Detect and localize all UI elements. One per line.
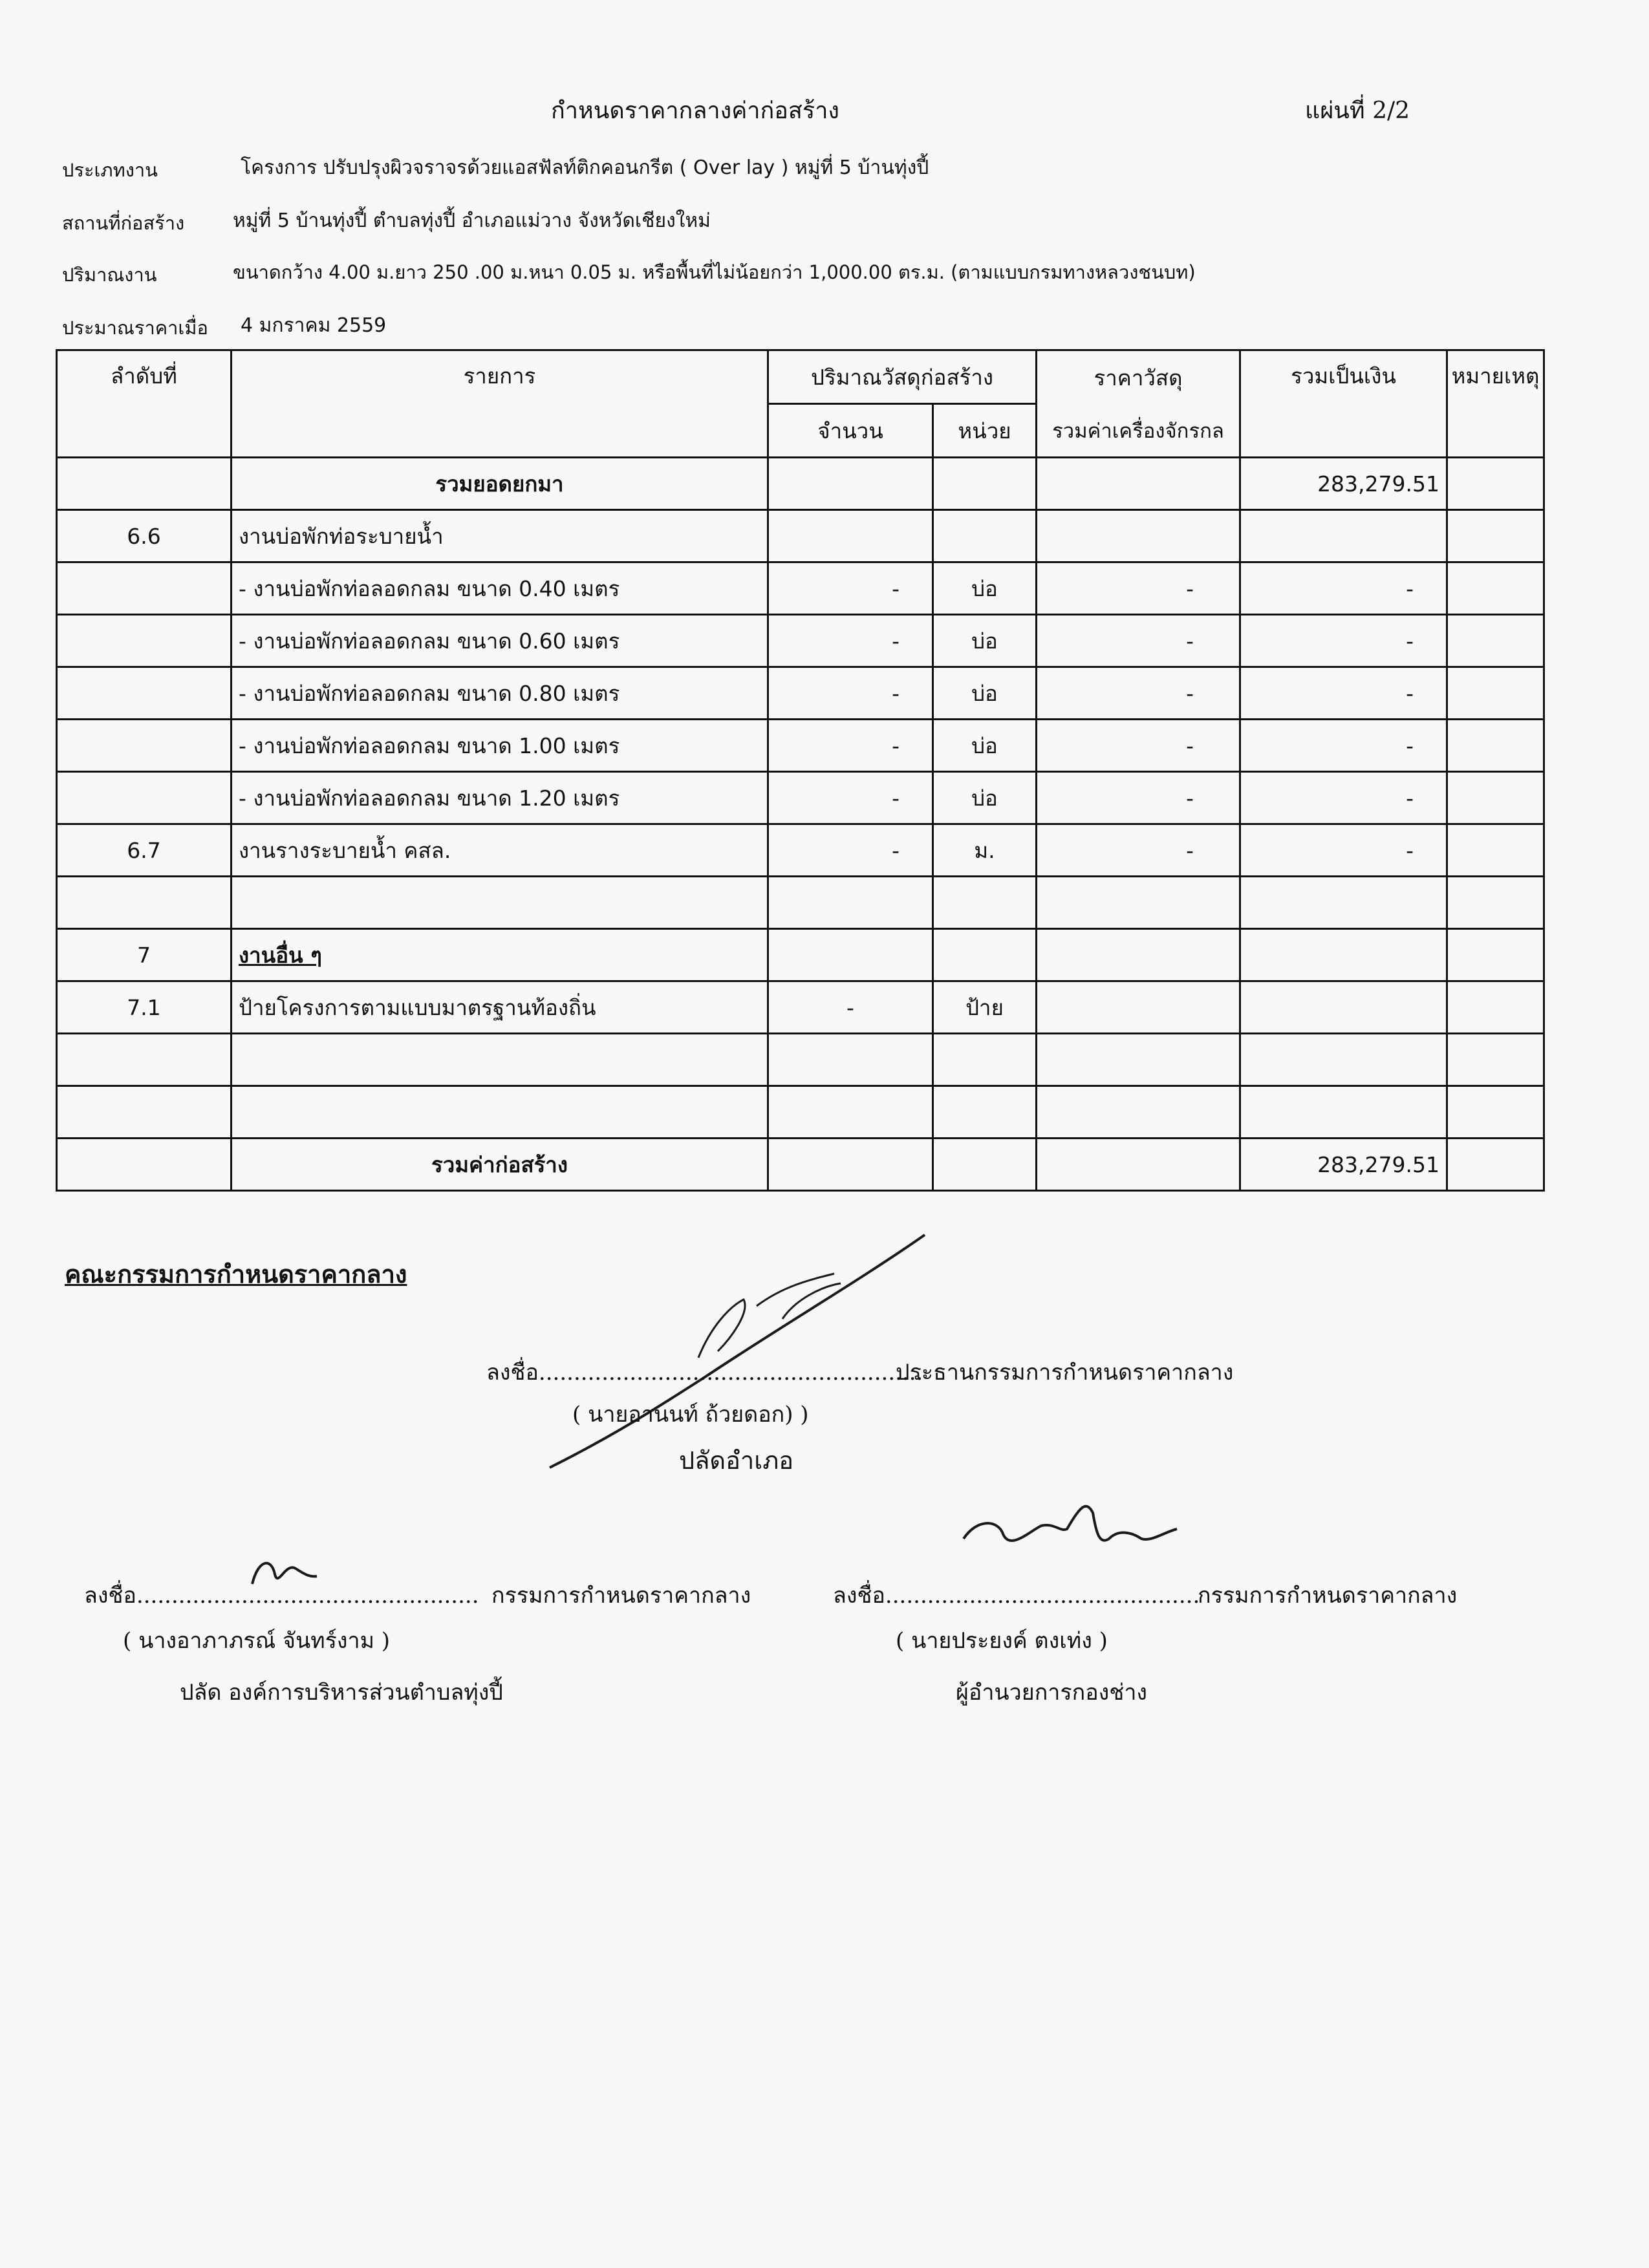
cell-remark (1447, 720, 1544, 772)
chair-role: ประธานกรรมการกำหนดราคากลาง (896, 1360, 1234, 1385)
header-qty: จำนวน (768, 404, 933, 458)
cell-no (57, 1034, 232, 1086)
table-row (57, 562, 1544, 615)
cell-unit (933, 877, 1037, 929)
member2-name: ( นายประยงค์ ตงเท่ง ) (896, 1628, 1108, 1654)
cell-unit: บ่อ (933, 667, 1037, 720)
cell-qty: - (768, 615, 933, 667)
cell-no: 6.6 (57, 510, 232, 562)
estimate-table (56, 349, 1545, 1192)
cell-no (57, 1139, 232, 1191)
chair-name: ( นายอานนท์ ถ้วยดอก) ) (572, 1402, 809, 1428)
member2-sign-line: ลงชื่อ............................................. (833, 1583, 1200, 1609)
project-label: ประเภทงาน (62, 159, 158, 181)
cell-price: - (1037, 667, 1240, 720)
location-value: หมู่ที่ 5 บ้านทุ่งปี้ ตำบลทุ่งปี้ อำเภอแม่วาง จังหวัดเชียงใหม่ (233, 209, 711, 232)
member2-role: กรรมการกำหนดราคากลาง (1198, 1583, 1458, 1609)
header-material-price-line1: ราคาวัสดุ (1094, 365, 1183, 390)
page-title: กำหนดราคากลางค่าก่อสร้าง (550, 98, 840, 124)
cell-price: - (1037, 772, 1240, 824)
header-no: ลำดับที่ (57, 350, 232, 458)
cell-qty: - (768, 720, 933, 772)
cell-no (57, 562, 232, 615)
member1-sign-line: ลงชื่อ................................................. (84, 1583, 479, 1609)
table-row (57, 1086, 1544, 1139)
chair-position: ปลัดอำเภอ (679, 1446, 794, 1475)
member1-name: ( นางอาภาภรณ์ จันทร์งาม ) (123, 1628, 391, 1654)
cell-no (57, 877, 232, 929)
cell-no (57, 1086, 232, 1139)
quantity-label: ปริมาณงาน (62, 264, 157, 286)
header-remark: หมายเหตุ (1447, 350, 1544, 458)
cell-price (1037, 981, 1240, 1034)
member2-position: ผู้อำนวยการกองช่าง (956, 1680, 1148, 1706)
cell-total (1240, 877, 1447, 929)
cell-remark (1447, 510, 1544, 562)
chair-sign-line: ลงชื่อ....................................................... (486, 1360, 923, 1385)
header-material-qty: ปริมาณวัสดุก่อสร้าง (768, 350, 1037, 404)
cell-no (57, 615, 232, 667)
chair-signature-scribble (537, 1228, 938, 1474)
cell-remark (1447, 772, 1544, 824)
cell-total: 283,279.51 (1240, 458, 1447, 510)
table-row (57, 720, 1544, 772)
table-row (57, 667, 1544, 720)
cell-no (57, 772, 232, 824)
cell-unit: ป้าย (933, 981, 1037, 1034)
cell-price (1037, 1086, 1240, 1139)
cell-item: - งานบ่อพักท่อลอดกลม ขนาด 0.40 เมตร (232, 562, 768, 615)
table-row (57, 824, 1544, 877)
cell-remark (1447, 981, 1544, 1034)
cell-price (1037, 1139, 1240, 1191)
cell-remark (1447, 667, 1544, 720)
cell-no: 6.7 (57, 824, 232, 877)
cell-qty (768, 1086, 933, 1139)
cell-price (1037, 929, 1240, 981)
cell-unit: ม. (933, 824, 1037, 877)
table-row (57, 1139, 1544, 1191)
cell-item: งานบ่อพักท่อระบายน้ำ (232, 510, 768, 562)
table-row (57, 929, 1544, 981)
cell-remark (1447, 929, 1544, 981)
cell-price: - (1037, 562, 1240, 615)
cell-total (1240, 1034, 1447, 1086)
cell-item: - งานบ่อพักท่อลอดกลม ขนาด 0.60 เมตร (232, 615, 768, 667)
table-row (57, 772, 1544, 824)
cell-price (1037, 877, 1240, 929)
cell-remark (1447, 562, 1544, 615)
cell-no (57, 667, 232, 720)
table-row (57, 458, 1544, 510)
location-label: สถานที่ก่อสร้าง (62, 212, 185, 234)
cell-item: - งานบ่อพักท่อลอดกลม ขนาด 1.20 เมตร (232, 772, 768, 824)
cell-unit (933, 458, 1037, 510)
cell-total (1240, 981, 1447, 1034)
member1-position: ปลัด องค์การบริหารส่วนตำบลทุ่งปี้ (180, 1680, 503, 1706)
cell-total: - (1240, 667, 1447, 720)
header-material-price (1037, 350, 1240, 458)
cell-unit: บ่อ (933, 615, 1037, 667)
cell-qty (768, 929, 933, 981)
cell-total: 283,279.51 (1240, 1139, 1447, 1191)
cell-remark (1447, 1086, 1544, 1139)
member1-role: กรรมการกำหนดราคากลาง (491, 1583, 751, 1609)
cell-item: - งานบ่อพักท่อลอดกลม ขนาด 1.00 เมตร (232, 720, 768, 772)
cell-qty: - (768, 772, 933, 824)
cell-no: 7.1 (57, 981, 232, 1034)
table-row (57, 510, 1544, 562)
header-material-price-line2: รวมค่าเครื่องจักรกล (1052, 420, 1224, 443)
cell-unit: บ่อ (933, 772, 1037, 824)
cell-remark (1447, 1139, 1544, 1191)
cell-item (232, 877, 768, 929)
committee-heading: คณะกรรมการกำหนดราคากลาง (65, 1260, 407, 1289)
member2-signature-scribble (957, 1493, 1190, 1578)
table-row (57, 1034, 1544, 1086)
header-item: รายการ (232, 350, 768, 458)
cell-total: - (1240, 615, 1447, 667)
cell-item (232, 1034, 768, 1086)
cell-qty: - (768, 562, 933, 615)
cell-remark (1447, 1034, 1544, 1086)
cell-item: รวมค่าก่อสร้าง (232, 1139, 768, 1191)
cell-total: - (1240, 720, 1447, 772)
cell-item (232, 1086, 768, 1139)
cell-unit (933, 510, 1037, 562)
header-unit: หน่วย (933, 404, 1037, 458)
cell-qty: - (768, 824, 933, 877)
table-row (57, 981, 1544, 1034)
cell-item: งานรางระบายน้ำ คสล. (232, 824, 768, 877)
cell-no: 7 (57, 929, 232, 981)
cell-total (1240, 929, 1447, 981)
cell-qty (768, 510, 933, 562)
table-row (57, 615, 1544, 667)
cell-price (1037, 1034, 1240, 1086)
cell-remark (1447, 877, 1544, 929)
table-row (57, 877, 1544, 929)
cell-no (57, 720, 232, 772)
cell-remark (1447, 824, 1544, 877)
header-total: รวมเป็นเงิน (1240, 350, 1447, 458)
cell-qty (768, 1034, 933, 1086)
cell-item: งานอื่น ๆ (232, 929, 768, 981)
cell-total (1240, 510, 1447, 562)
estimate-date-value: 4 มกราคม 2559 (241, 314, 387, 337)
cell-total: - (1240, 562, 1447, 615)
cell-qty (768, 877, 933, 929)
cell-unit (933, 1086, 1037, 1139)
cell-qty: - (768, 667, 933, 720)
quantity-value: ขนาดกว้าง 4.00 ม.ยาว 250 .00 ม.หนา 0.05 ม. หรือพื้นที่ไม่น้อยกว่า 1,000.00 ตร.ม. (ตามแบบกรมทางหลวงชนบท) (233, 261, 1196, 283)
cell-unit: บ่อ (933, 720, 1037, 772)
sheet-number: แผ่นที่ 2/2 (1305, 98, 1410, 124)
cell-no (57, 458, 232, 510)
cell-item: รวมยอดยกมา (232, 458, 768, 510)
cell-total: - (1240, 824, 1447, 877)
cell-remark (1447, 458, 1544, 510)
cell-remark (1447, 615, 1544, 667)
cell-unit (933, 1034, 1037, 1086)
cell-qty: - (768, 981, 933, 1034)
project-value: โครงการ ปรับปรุงผิวจราจรด้วยแอสฟัลท์ติกคอนกรีต ( Over lay ) หมู่ที่ 5 บ้านทุ่งปี้ (241, 156, 929, 179)
cell-total: - (1240, 772, 1447, 824)
cell-unit (933, 929, 1037, 981)
cell-unit (933, 1139, 1037, 1191)
estimate-date-label: ประมาณราคาเมื่อ (62, 317, 208, 339)
cell-price (1037, 458, 1240, 510)
cell-price: - (1037, 824, 1240, 877)
cell-price: - (1037, 615, 1240, 667)
cell-unit: บ่อ (933, 562, 1037, 615)
cell-price: - (1037, 720, 1240, 772)
cell-price (1037, 510, 1240, 562)
cell-qty (768, 1139, 933, 1191)
cell-item: - งานบ่อพักท่อลอดกลม ขนาด 0.80 เมตร (232, 667, 768, 720)
cell-total (1240, 1086, 1447, 1139)
cell-item: ป้ายโครงการตามแบบมาตรฐานท้องถิ่น (232, 981, 768, 1034)
cell-qty (768, 458, 933, 510)
